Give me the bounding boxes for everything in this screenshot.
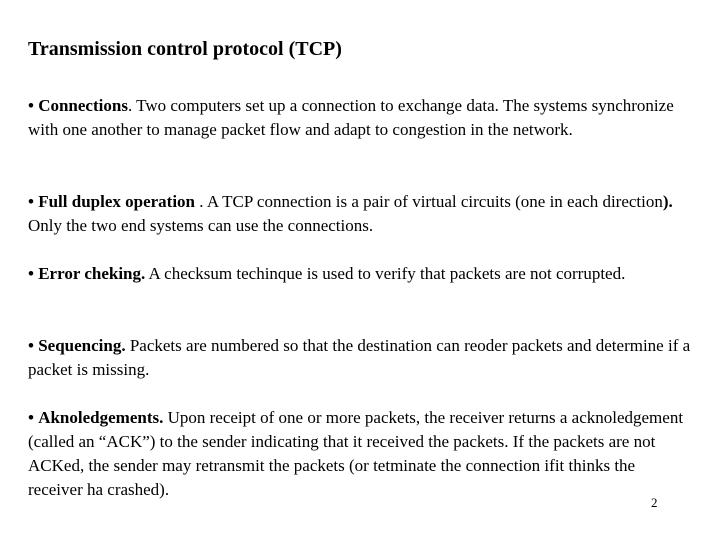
bullet-term: Connections — [38, 96, 128, 115]
bullet-sequencing — [28, 334, 693, 382]
bullet-term: Sequencing. — [38, 336, 126, 355]
bullet-connections — [28, 94, 693, 142]
bullet-text-continued: Only the two end systems can use the connections. — [28, 216, 374, 235]
bullet-text: . Two computers set up a connection to exchange data. The systems synchronize with one another to manage packet flow and adapt to congestion in the network. — [28, 96, 674, 139]
bullet-error-checking — [28, 262, 693, 286]
bullet-text: A checksum techinque is used to verify that packets are not corrupted. — [145, 264, 626, 283]
bullet-term: Aknoledgements. — [38, 408, 164, 427]
bullet-term: Error cheking. — [38, 264, 146, 283]
bullet-marker: • — [28, 408, 34, 427]
bullet-marker: • — [28, 192, 34, 211]
slide-title: Transmission control protocol (TCP) — [28, 38, 342, 60]
bullet-full-duplex — [28, 190, 693, 238]
bullet-text: . A TCP connection is a pair of virtual circuits (one in each direction — [195, 192, 663, 211]
bullet-acknowledgements — [28, 406, 693, 502]
bullet-term-closing: ). — [662, 192, 673, 211]
bullet-term: Full duplex operation — [38, 192, 196, 211]
bullet-text: Packets are numbered so that the destination can reoder packets and determine if a packet is missing. — [28, 336, 691, 379]
bullet-marker: • — [28, 264, 34, 283]
bullet-marker: • — [28, 336, 34, 355]
page-number: 2 — [651, 495, 658, 510]
bullet-text: Upon receipt of one or more packets, the receiver returns a acknoledgement (called an “ACK”) to the sender indicating that it received the packets. If the packets are not ACKed, the sender may retransmit the packets (or tetminate the connection ifit thinks the receiver ha crashed). — [28, 408, 684, 499]
bullet-marker: • — [28, 96, 34, 115]
